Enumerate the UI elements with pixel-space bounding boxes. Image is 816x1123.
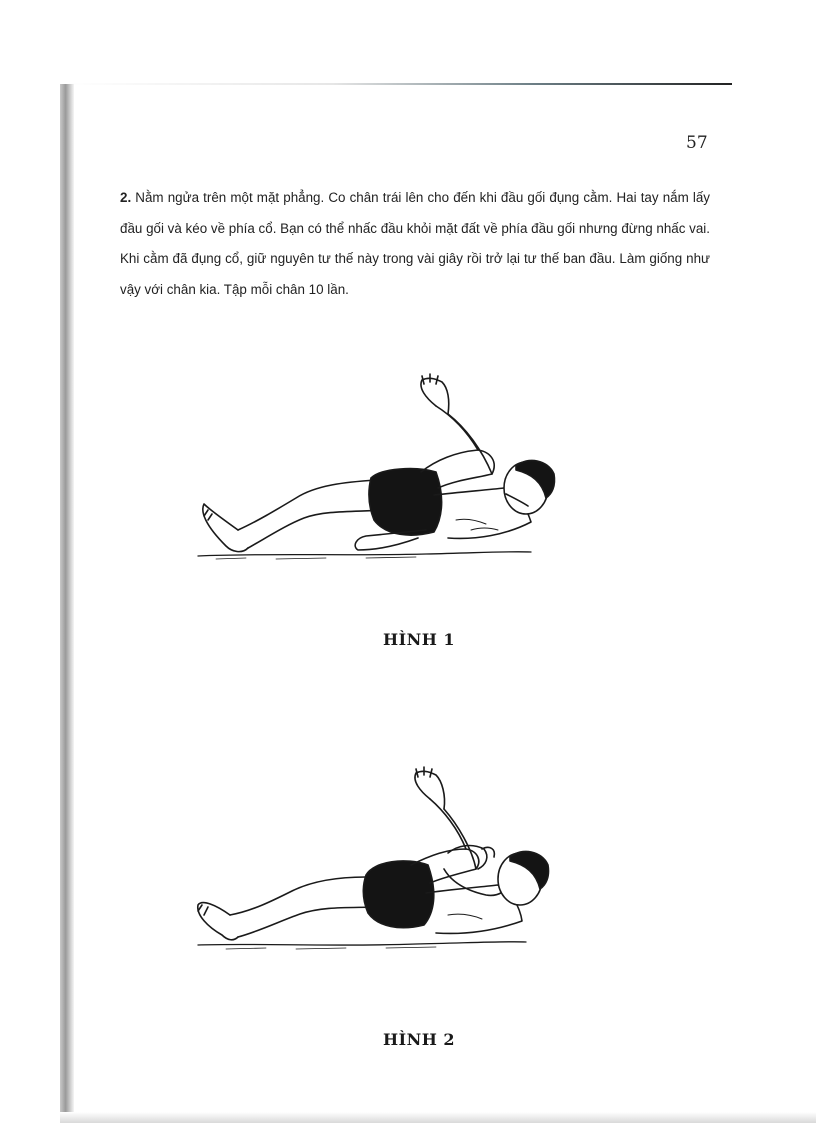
person-lying-hugging-knee-illustration xyxy=(186,765,586,960)
header-rule xyxy=(66,83,732,85)
page-number: 57 xyxy=(686,133,708,153)
figure-2-caption: HÌNH 2 xyxy=(383,1030,456,1049)
exercise-instructions xyxy=(120,183,710,305)
figure-1-caption: HÌNH 1 xyxy=(383,630,456,649)
book-spine-shadow xyxy=(60,84,74,1123)
scan-margin-top xyxy=(0,0,816,84)
exercise-number: 2. xyxy=(120,190,132,205)
page-bottom-shadow xyxy=(60,1112,816,1123)
exercise-text: Nằm ngửa trên một mặt phẳng. Co chân trái lên cho đến khi đầu gối đụng cằm. Hai tay nắm lấy đầu gối và kéo về phía cổ. Bạn có thể nhấc đầu khỏi mặt đất về phía đầu gối nhưng đừng nhấc vai. Khi cằm đã đụng cổ, giữ nguyên tư thế này trong vài giây rồi trở lại tư thế ban đầu. Làm giống như vậy với chân kia. Tập mỗi chân 10 lần. xyxy=(120,190,710,297)
person-lying-knee-to-chin-illustration xyxy=(186,370,586,570)
